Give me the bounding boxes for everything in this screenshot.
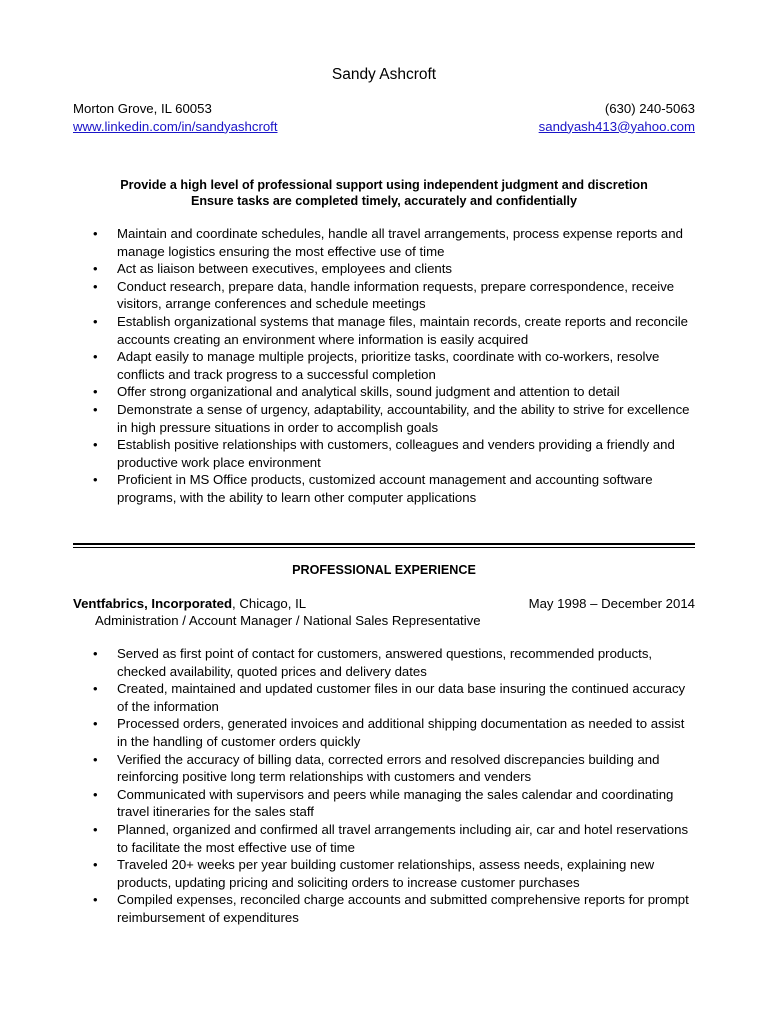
bullet-icon: • [93, 401, 98, 417]
bullet-icon: • [93, 261, 98, 277]
bullet-icon: • [93, 437, 98, 453]
bullet-icon: • [93, 786, 98, 802]
bullet-icon: • [93, 646, 98, 661]
summary-list [0, 225, 768, 507]
bullet-icon: • [93, 472, 98, 488]
bullet-icon: • [93, 892, 98, 908]
list-item [0, 715, 768, 750]
experience-section-title: PROFESSIONAL EXPERIENCE [292, 563, 476, 577]
list-item [0, 891, 768, 926]
list-item [0, 471, 768, 506]
bullet-icon: • [93, 857, 98, 873]
linkedin-link[interactable]: www.linkedin.com/in/sandyashcroft [73, 118, 278, 134]
bullet-icon: • [93, 716, 98, 732]
list-item [0, 645, 768, 680]
list-item [0, 856, 768, 891]
list-item [0, 225, 768, 260]
list-item [0, 751, 768, 786]
list-item-text: Created, maintained and updated customer files in our data base insuring the continued accuracy of the information [117, 681, 686, 714]
list-item [0, 401, 768, 436]
bullet-icon: • [93, 313, 98, 329]
email-link[interactable]: sandyash413@yahoo.com [538, 118, 695, 134]
list-item [0, 680, 768, 715]
list-item-text: Compiled expenses, reconciled charge accounts and submitted comprehensive reports for prompt reimbursement of expenditures [117, 892, 689, 925]
summary-heading-1: Provide a high level of professional support using independent judgment and discretion [120, 178, 648, 192]
list-item [0, 786, 768, 821]
job-dates: May 1998 – December 2014 [528, 596, 695, 611]
list-item [0, 383, 768, 401]
bullet-icon: • [93, 751, 98, 767]
list-item [0, 436, 768, 471]
list-item-text: Offer strong organizational and analytical skills, sound judgment and attention to detail [117, 384, 620, 400]
list-item-text: Adapt easily to manage multiple projects, prioritize tasks, coordinate with co-workers, resolve conflicts and track progress to a successful completion [117, 349, 660, 382]
phone-text: (630) 240-5063 [604, 101, 695, 116]
candidate-name: Sandy Ashcroft [331, 66, 437, 83]
list-item [0, 821, 768, 856]
list-item-text: Traveled 20+ weeks per year building customer relationships, assess needs, explaining new products, updating pricing and soliciting orders to increase customer purchases [117, 857, 655, 890]
section-divider [73, 543, 695, 545]
bullet-icon: • [93, 384, 98, 400]
section-divider-thin [73, 547, 695, 548]
list-item-text: Planned, organized and confirmed all travel arrangements including air, car and hotel reservations to facilitate the most effective use of time [117, 821, 689, 855]
list-item [0, 313, 768, 348]
summary-heading-2: Ensure tasks are completed timely, accurately and confidentially [190, 194, 578, 208]
contact-left [73, 100, 278, 135]
bullet-icon: • [93, 821, 98, 837]
experience-list [0, 645, 768, 927]
location-text: Morton Grove, IL 60053 [73, 101, 212, 116]
bullet-icon: • [93, 278, 98, 294]
list-item-text: Maintain and coordinate schedules, handle all travel arrangements, process expense reports and manage logistics ensuring the most effective use of time [117, 226, 683, 259]
list-item [0, 348, 768, 383]
list-item-text: Processed orders, generated invoices and additional shipping documentation as needed to assist in the handling of customer orders quickly [117, 716, 685, 749]
list-item-text: Establish positive relationships with customers, colleagues and venders providing a friendly and productive work place environment [117, 437, 675, 470]
list-item-text: Served as first point of contact for customers, answered questions, recommended products, checked availability, quoted prices and delivery dates [117, 646, 653, 679]
job-title: Administration / Account Manager / National Sales Representative [95, 613, 481, 628]
list-item [0, 260, 768, 278]
bullet-icon: • [93, 681, 98, 697]
list-item [0, 278, 768, 313]
job-location: , Chicago, IL [232, 596, 307, 611]
job-company: Ventfabrics, Incorporated [73, 596, 233, 611]
list-item-text: Establish organizational systems that manage files, maintain records, create reports and reconcile accounts creating an environment where information is easily acquired [117, 313, 689, 347]
list-item-text: Verified the accuracy of billing data, corrected errors and resolved discrepancies building and reinforcing positive long term relationships with customers and venders [117, 751, 660, 785]
job-header [73, 595, 695, 613]
summary-headings [0, 177, 768, 209]
list-item-text: Proficient in MS Office products, customized account management and accounting software programs, with the ability to learn other computer applications [117, 472, 653, 505]
bullet-icon: • [93, 226, 98, 241]
list-item-text: Act as liaison between executives, employees and clients [117, 261, 452, 277]
bullet-icon: • [93, 349, 98, 365]
contact-right [539, 100, 695, 135]
list-item-text: Conduct research, prepare data, handle information requests, prepare correspondence, receive visitors, arrange conferences and schedule meetings [117, 278, 675, 312]
list-item-text: Demonstrate a sense of urgency, adaptability, accountability, and the ability to strive for excellence in high pressure situations in order to accomplish goals [117, 401, 690, 435]
list-item-text: Communicated with supervisors and peers while managing the sales calendar and coordinating travel itineraries for the sales staff [117, 786, 674, 820]
